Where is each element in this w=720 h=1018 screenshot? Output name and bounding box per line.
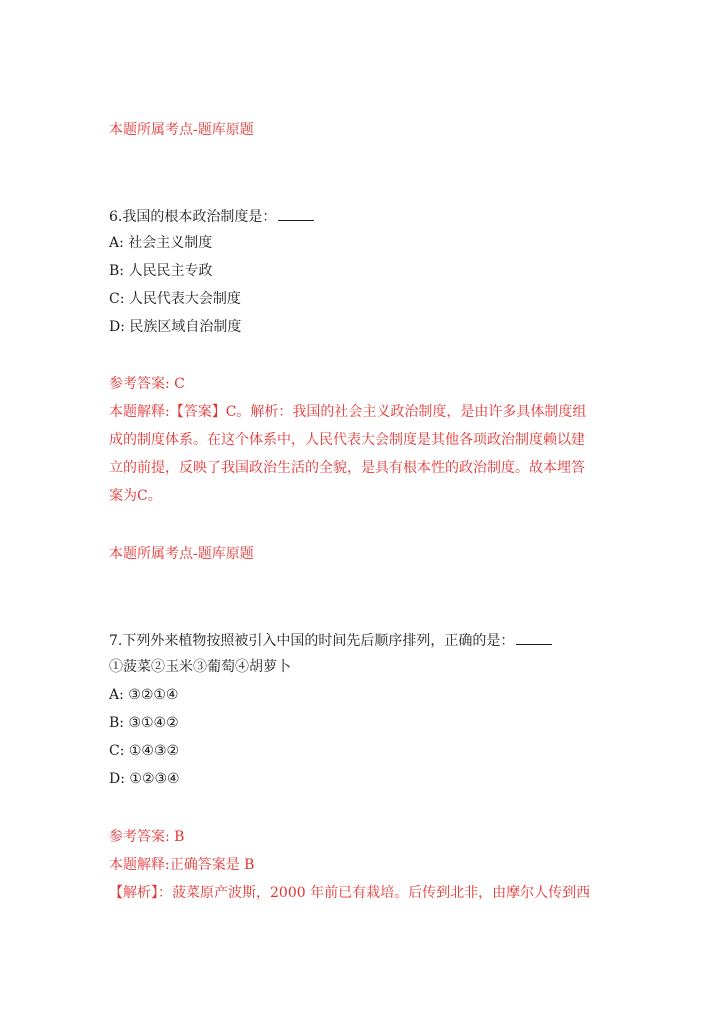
q7-option-b: B: ③①④② — [109, 715, 179, 731]
q7-option-d: D: ①②③④ — [109, 771, 180, 787]
q6-option-d: D: 民族区域自治制度 — [109, 319, 242, 335]
q6-explanation-line-4: 案为C。 — [109, 488, 162, 504]
q6-explanation-line-3: 立的前提，反映了我国政治生活的全貌，是具有根本性的政治制度。故本埋答 — [109, 460, 585, 476]
q7-analysis: 【解析】：菠菜原产波斯，2000 年前已有栽培。后传到北非，由摩尔人传到西 — [109, 885, 591, 901]
question-7-text: 7.下列外来植物按照被引入中国的时间先后顺序排列，正确的是： — [109, 633, 515, 649]
q6-option-c: C: 人民代表大会制度 — [109, 291, 241, 307]
answer-blank — [516, 630, 552, 645]
q7-option-c: C: ①④③② — [109, 743, 180, 759]
q7-option-a: A: ③②①④ — [109, 687, 179, 703]
q6-answer: 参考答案: C — [109, 376, 185, 392]
question-6-text: 6.我国的根本政治制度是： — [109, 209, 277, 225]
q6-explanation-line-1: 本题解释:【答案】C。解析：我国的社会主义政治制度，是由许多具体制度组 — [109, 404, 587, 420]
q6-option-a: A: 社会主义制度 — [109, 235, 213, 251]
source-note-top: 本题所属考点-题库原题 — [109, 122, 254, 138]
question-6 — [109, 206, 314, 226]
q7-explanation: 本题解释:正确答案是 B — [109, 857, 255, 873]
q7-answer: 参考答案: B — [109, 829, 185, 845]
q6-source-note: 本题所属考点-题库原题 — [109, 546, 254, 562]
answer-blank — [278, 206, 314, 221]
question-7 — [109, 630, 552, 650]
q6-explanation-line-2: 成的制度体系。在这个体系中，人民代表大会制度是其他各项政治制度赖以建 — [109, 432, 585, 448]
q7-items: ①菠菜②玉米③葡萄④胡萝卜 — [109, 659, 291, 675]
q6-option-b: B: 人民民主专政 — [109, 263, 213, 279]
